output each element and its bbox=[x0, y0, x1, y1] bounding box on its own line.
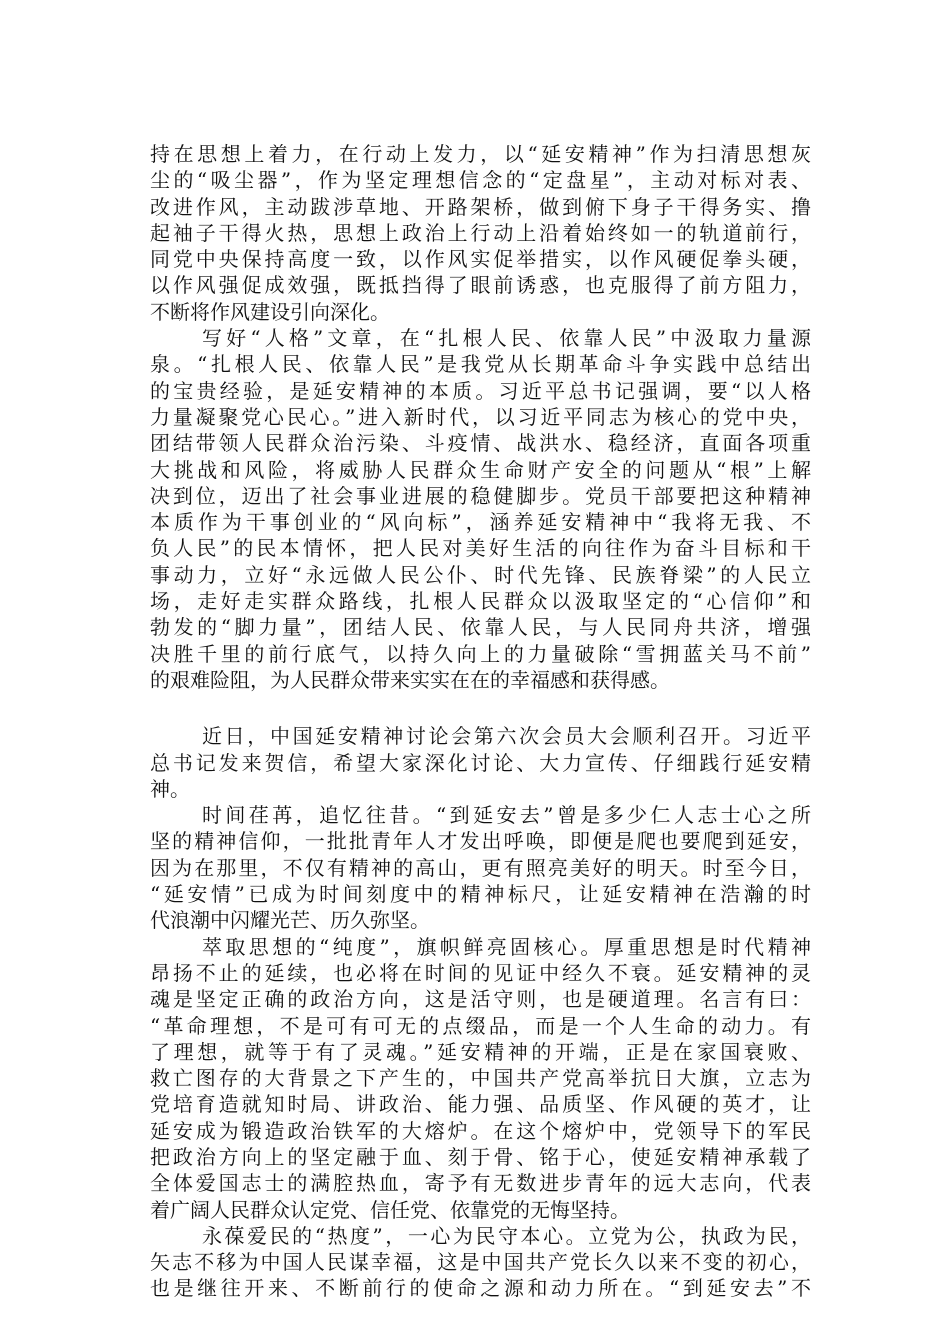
paragraph-3 bbox=[150, 723, 811, 802]
text-line: 了理想，就等于有了灵魂。”延安精神的开端，正是在家国衰败、 bbox=[150, 1039, 811, 1064]
text-line: 永葆爱民的“热度”，一心为民守本心。立党为公，执政为民， bbox=[202, 1223, 811, 1248]
text-line: “革命理想，不是可有可无的点缀品，而是一个人生命的动力。有 bbox=[150, 1013, 811, 1038]
text-line: 因为在那里，不仅有精神的高山，更有照亮美好的明天。时至今日， bbox=[150, 855, 811, 880]
paragraph-1 bbox=[150, 141, 811, 325]
text-line: 决胜千里的前行底气，以持久向上的力量破除“雪拥蓝关马不前” bbox=[150, 641, 811, 666]
document-page bbox=[150, 141, 811, 1302]
text-line: 尘的“吸尘器”，作为坚定理想信念的“定盘星”，主动对标对表、 bbox=[150, 168, 811, 193]
text-line: 救亡图存的大背景之下产生的，中国共产党高举抗日大旗，立志为 bbox=[150, 1066, 811, 1091]
text-line: 勃发的“脚力量”，团结人民、依靠人民，与人民同舟共济，增强 bbox=[150, 615, 811, 640]
text-line: 把政治方向上的坚定融于血、刻于骨、铭于心，使延安精神承载了 bbox=[150, 1144, 811, 1169]
paragraph-4 bbox=[150, 802, 811, 933]
text-line: 决到位，迈出了社会事业进展的稳健脚步。党员干部要把这种精神 bbox=[150, 483, 811, 508]
text-line: 矢志不移为中国人民谋幸福，这是中国共产党长久以来不变的初心， bbox=[150, 1250, 811, 1275]
text-line: 的宝贵经验，是延安精神的本质。习近平总书记强调，要“以人格 bbox=[150, 378, 811, 403]
text-line: 延安成为锻造政治铁军的大熔炉。在这个熔炉中，党领导下的军民 bbox=[150, 1118, 811, 1143]
paragraph-6 bbox=[150, 1223, 811, 1302]
text-line: 本质作为干事创业的“风向标”，涵养延安精神中“我将无我、不 bbox=[150, 510, 811, 535]
text-line: 写好“人格”文章，在“扎根人民、依靠人民”中汲取力量源 bbox=[202, 326, 811, 351]
text-line: 代浪潮中闪耀光芒、历久弥坚。 bbox=[150, 908, 430, 933]
text-line: 也是继往开来、不断前行的使命之源和动力所在。“到延安去”不 bbox=[150, 1276, 811, 1301]
text-line: 不断将作风建设引向深化。 bbox=[150, 299, 390, 324]
text-line: 场，走好走实群众路线，扎根人民群众以汲取坚定的“心信仰”和 bbox=[150, 589, 811, 614]
text-line: 负人民”的民本情怀，把人民对美好生活的向往作为奋斗目标和干 bbox=[150, 536, 811, 561]
text-line: 的艰难险阻，为人民群众带来实实在在的幸福感和获得感。 bbox=[150, 667, 670, 692]
paragraph-gap bbox=[150, 693, 811, 723]
text-line: 坚的精神信仰，一批批青年人才发出呼唤，即便是爬也要爬到延安， bbox=[150, 829, 811, 854]
paragraph-2 bbox=[150, 325, 811, 693]
text-line: 全体爱国志士的满腔热血，寄予有无数进步青年的远大志向，代表 bbox=[150, 1171, 811, 1196]
text-line: 近日，中国延安精神讨论会第六次会员大会顺利召开。习近平 bbox=[202, 724, 811, 749]
text-line: 萃取思想的“纯度”，旗帜鲜亮固核心。厚重思想是时代精神 bbox=[202, 934, 811, 959]
text-line: 持在思想上着力，在行动上发力，以“延安精神”作为扫清思想灰 bbox=[150, 142, 811, 166]
text-line: 大挑战和风险，将威胁人民群众生命财产安全的问题从“根”上解 bbox=[150, 457, 811, 482]
text-line: 泉。“扎根人民、依靠人民”是我党从长期革命斗争实践中总结出 bbox=[150, 352, 811, 377]
text-line: 同党中央保持高度一致，以作风实促举措实，以作风硬促拳头硬， bbox=[150, 247, 811, 272]
text-line: “延安情”已成为时间刻度中的精神标尺，让延安精神在浩瀚的时 bbox=[150, 882, 811, 907]
text-line: 事动力，立好“永远做人民公仆、时代先锋、民族脊梁”的人民立 bbox=[150, 562, 811, 587]
text-line: 魂是坚定正确的政治方向，这是活守则，也是硬道理。名言有曰： bbox=[150, 987, 811, 1012]
paragraph-5 bbox=[150, 934, 811, 1223]
text-line: 力量凝聚党心民心。”进入新时代，以习近平同志为核心的党中央， bbox=[150, 404, 811, 429]
text-line: 党培育造就知时局、讲政治、能力强、品质坚、作风硬的英才，让 bbox=[150, 1092, 811, 1117]
text-line: 昂扬不止的延续，也必将在时间的见证中经久不衰。延安精神的灵 bbox=[150, 960, 811, 985]
text-line: 时间荏苒，追忆往昔。“到延安去”曾是多少仁人志士心之所 bbox=[202, 803, 811, 828]
text-line: 起袖子干得火热，思想上政治上行动上沿着始终如一的轨道前行， bbox=[150, 220, 811, 245]
text-line: 改进作风，主动跋涉草地、开路架桥，做到俯下身子干得务实、撸 bbox=[150, 194, 811, 219]
text-line: 神。 bbox=[150, 776, 190, 801]
text-line: 团结带领人民群众治污染、斗疫情、战洪水、稳经济，直面各项重 bbox=[150, 431, 811, 456]
text-line: 着广阔人民群众认定党、信任党、依靠党的无悔坚持。 bbox=[150, 1197, 630, 1222]
text-line: 总书记发来贺信，希望大家深化讨论、大力宣传、仔细践行延安精 bbox=[150, 750, 811, 775]
text-line: 以作风强促成效强，既抵挡得了眼前诱惑，也克服得了前方阻力， bbox=[150, 273, 811, 298]
